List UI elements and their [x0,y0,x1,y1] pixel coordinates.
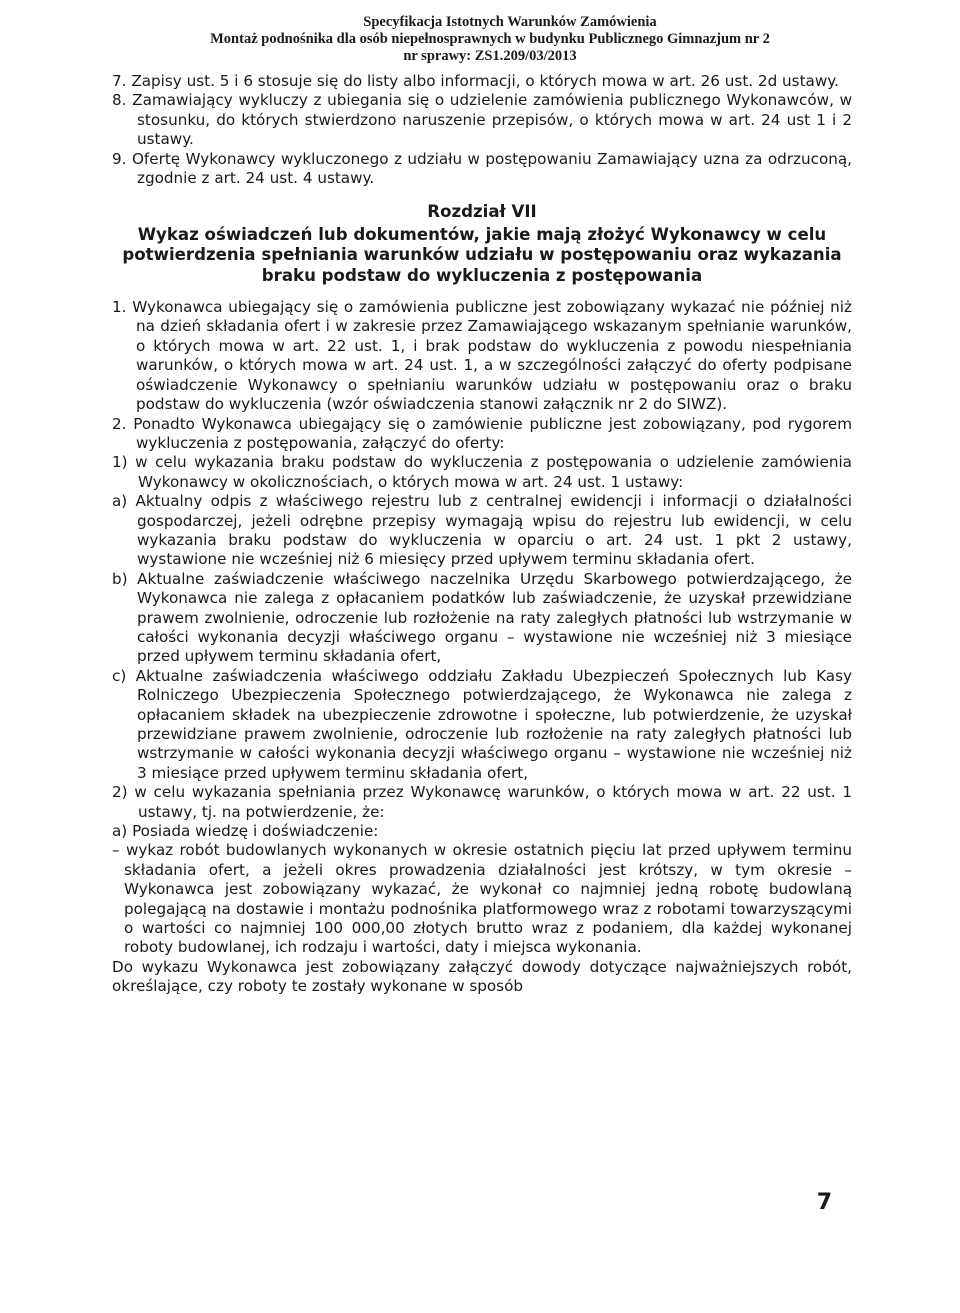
letter-item-b [112,570,852,667]
header-subject: Montaż podnośnika dla osób niepełnosprawnych w budynku Publicznego Gimnazjum nr 2 [210,31,770,47]
page-header [0,14,960,65]
item-text: Zapisy ust. 5 i 6 stosuje się do listy albo informacji, o których mowa w art. 26 ust. 2d ustawy. [131,72,839,90]
letter-text: Aktualny odpis z właściwego rejestru lub z centralnej ewidencji i informacji o działalności gospodarczej, jeżeli odrębne przepisy wymagają wpisu do rejestru lub ewidencji, w celu wykazania braku podstaw do wykluczenia w oparciu o art. 24 ust. 1 pkt 2 ustawy, wystawione nie wcześniej niż 6 miesięcy przed upływem terminu składania ofert. [135,492,853,569]
list-item-9 [112,150,852,189]
dash-text: wykaz robót budowlanych wykonanych w okresie ostatnich pięciu lat przed upływem terminu składania ofert, a jeżeli okres prowadzenia działalności jest krótszy, w tym okresie – Wykonawca jest zobowiązany wykazać, że wykonał co najmniej jedną robotę budowlaną polegającą na dostawie i montażu podnośnika platformowego wraz z robotami towarzyszącymi o wartości co najmniej 100 000,00 złotych brutto wraz z podaniem, dla każdej wykonanej roboty budowlanej, ich rodzaju i wartości, daty i miejsca wykonania. [124,841,853,957]
letter-text: Aktualne zaświadczenie właściwego naczelnika Urzędu Skarbowego potwierdzającego, że Wykonawca nie zalega z opłacaniem podatków lub zaświadczenie, że uzyskał przewidziane prawem zwolnienie, odroczenie lub rozłożenie na raty zaległych płatności lub wstrzymanie w całości wykonania decyzji właściwego organu – wystawione nie wcześniej niż 3 miesiące przed upływem terminu składania ofert, [137,569,852,666]
header-title: Specyfikacja Istotnych Warunków Zamówienia [363,14,657,30]
item-number: 7. [112,72,127,90]
dash-mark: – [112,841,120,860]
note-paragraph: Do wykazu Wykonawca jest zobowiązany załączyć dowody dotyczące najważniejszych robót, określające, czy roboty te zostały wykonane w sposób [112,957,852,996]
subitem-text: w celu wykazania spełniania przez Wykonawcę warunków, o których mowa w art. 22 ust. 1 ustawy, tj. na potwierdzenie, że: [134,783,853,821]
letter-item-c [112,667,852,783]
subitem-2 [112,783,852,822]
section-2 [112,415,852,454]
item-text: Ofertę Wykonawcy wykluczonego z udziału w postępowaniu Zamawiający uzna za odrzuconą, zgodnie z art. 24 ust. 4 ustawy. [131,149,852,188]
section-number: 2. [112,414,127,433]
subitem-1 [112,453,852,492]
chapter-heading [112,202,852,286]
dash-item [112,841,852,957]
item-number: 9. [112,149,127,168]
letter-item-a-2 [112,822,852,841]
item-number: 8. [112,91,127,110]
section-number: 1. [112,298,127,317]
section-1 [112,298,852,414]
item-text: Zamawiający wykluczy z ubiegania się o udzielenie zamówienia publicznego Wykonawców, w stosunku, do których stwierdzono naruszenie przepisów, o których mowa w art. 24 ust 1 i 2 ustawy. [132,91,853,149]
chapter-title: Rozdział VII [427,202,537,222]
letter-mark: c) [112,666,127,685]
list-item-8 [112,91,852,149]
letter-mark: a) [112,822,128,841]
document-body [112,72,852,997]
letter-text: Aktualne zaświadczenia właściwego oddziału Zakładu Ubezpieczeń Społecznych lub Kasy Rolniczego Ubezpieczenia Społecznego potwierdzającego, że Wykonawca nie zalega z opłacaniem składek na ubezpieczenie zdrowotne i społeczne, lub potwierdzenie, że uzyskał przewidziane prawem zwolnienie, odroczenie lub rozłożenie na raty zaległych płatności lub wstrzymanie w całości wykonania decyzji właściwego organu – wystawione nie wcześniej niż 3 miesiące przed upływem terminu składania ofert, [135,666,853,782]
list-item-7 [112,72,852,91]
section-text: Wykonawca ubiegający się o zamówienia publiczne jest zobowiązany wykazać nie później niż na dzień składania ofert i w zakresie przez Zamawiającego wskazanym spełnianie warunków, o których mowa w art. 22 ust. 1, i brak podstaw do wykluczenia z powodu niespełniania warunków, o których mowa w art. 24 ust. 1, a w szczególności załączyć do oferty podpisane oświadczenie Wykonawcy o spełnianiu warunków udziału w postępowaniu oraz o braku podstaw do wykluczenia (wzór oświadczenia stanowi załącznik nr 2 do SIWZ). [132,298,852,414]
section-text: Ponadto Wykonawca ubiegający się o zamówienie publiczne jest zobowiązany, pod rygorem wykluczenia z postępowania, załączyć do oferty: [133,414,853,452]
subitem-text: w celu wykazania braku podstaw do wykluczenia z postępowania o udzielenie zamówienia Wykonawcy w okolicznościach, o których mowa w art. 24 ust. 1 ustawy: [135,453,852,491]
subitem-number: 1) [112,453,128,472]
header-case-number: nr sprawy: ZS1.209/03/2013 [403,48,577,64]
chapter-subtitle: Wykaz oświadczeń lub dokumentów, jakie mają złożyć Wykonawcy w celu potwierdzenia spełniania warunków udziału w postępowaniu oraz wykazania braku podstaw do wykluczenia z postępowania [122,224,842,285]
letter-item-a [112,492,852,570]
letter-mark: a) [112,492,128,511]
subitem-number: 2) [112,783,128,802]
letter-mark: b) [112,569,128,588]
letter-text: Posiada wiedzę i doświadczenie: [132,822,379,841]
page-number: 7 [816,1190,832,1215]
